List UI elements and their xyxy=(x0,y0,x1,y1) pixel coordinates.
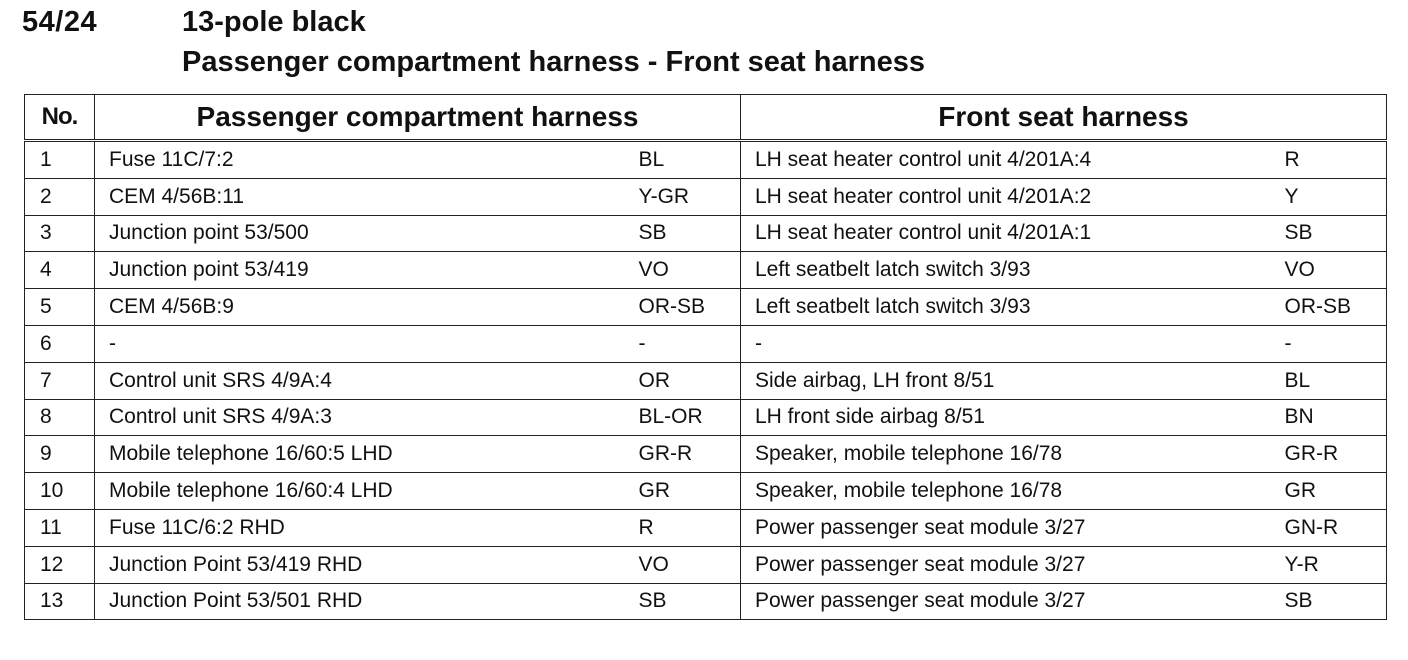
cell-right-description: LH seat heater control unit 4/201A:4 xyxy=(741,141,1271,179)
cell-right-wire-color: GN-R xyxy=(1271,509,1387,546)
cell-right-wire-color: VO xyxy=(1271,252,1387,289)
cell-right-description: Power passenger seat module 3/27 xyxy=(741,583,1271,620)
cell-left-description: CEM 4/56B:11 xyxy=(95,178,625,215)
table-row xyxy=(25,141,1387,179)
connector-description: 13-pole black xyxy=(182,6,366,38)
cell-right-wire-color: - xyxy=(1271,325,1387,362)
cell-right-wire-color: GR xyxy=(1271,473,1387,510)
cell-right-description: Left seatbelt latch switch 3/93 xyxy=(741,252,1271,289)
cell-pin-number: 7 xyxy=(25,362,95,399)
cell-left-description: Control unit SRS 4/9A:4 xyxy=(95,362,625,399)
table-row xyxy=(25,546,1387,583)
cell-pin-number: 2 xyxy=(25,178,95,215)
table-row xyxy=(25,509,1387,546)
table-header-row xyxy=(25,95,1387,141)
cell-left-wire-color: OR xyxy=(625,362,741,399)
cell-left-wire-color: BL xyxy=(625,141,741,179)
cell-left-wire-color: R xyxy=(625,509,741,546)
cell-right-wire-color: R xyxy=(1271,141,1387,179)
cell-left-wire-color: - xyxy=(625,325,741,362)
cell-right-wire-color: SB xyxy=(1271,215,1387,252)
table-row xyxy=(25,362,1387,399)
cell-right-wire-color: Y xyxy=(1271,178,1387,215)
table-row xyxy=(25,215,1387,252)
table-row xyxy=(25,473,1387,510)
cell-right-wire-color: OR-SB xyxy=(1271,289,1387,326)
cell-left-description: Junction point 53/500 xyxy=(95,215,625,252)
cell-left-description: Junction point 53/419 xyxy=(95,252,625,289)
cell-pin-number: 3 xyxy=(25,215,95,252)
cell-pin-number: 10 xyxy=(25,473,95,510)
table-row xyxy=(25,325,1387,362)
cell-right-wire-color: SB xyxy=(1271,583,1387,620)
cell-left-wire-color: SB xyxy=(625,583,741,620)
cell-right-description: Speaker, mobile telephone 16/78 xyxy=(741,473,1271,510)
column-header-no: No. xyxy=(25,95,95,141)
pin-table xyxy=(24,94,1387,620)
cell-left-wire-color: Y-GR xyxy=(625,178,741,215)
cell-right-description: Side airbag, LH front 8/51 xyxy=(741,362,1271,399)
table-row xyxy=(25,289,1387,326)
cell-pin-number: 5 xyxy=(25,289,95,326)
column-header-left: Passenger compartment harness xyxy=(95,95,741,141)
cell-left-description: Junction Point 53/501 RHD xyxy=(95,583,625,620)
cell-right-description: Left seatbelt latch switch 3/93 xyxy=(741,289,1271,326)
cell-left-description: Fuse 11C/7:2 xyxy=(95,141,625,179)
cell-pin-number: 13 xyxy=(25,583,95,620)
cell-right-wire-color: Y-R xyxy=(1271,546,1387,583)
table-row xyxy=(25,583,1387,620)
cell-left-wire-color: GR xyxy=(625,473,741,510)
cell-right-description: Power passenger seat module 3/27 xyxy=(741,546,1271,583)
cell-left-wire-color: SB xyxy=(625,215,741,252)
cell-right-description: Speaker, mobile telephone 16/78 xyxy=(741,436,1271,473)
cell-pin-number: 6 xyxy=(25,325,95,362)
cell-left-wire-color: BL-OR xyxy=(625,399,741,436)
cell-pin-number: 1 xyxy=(25,141,95,179)
page-title: Passenger compartment harness - Front seat harness xyxy=(182,46,925,78)
cell-pin-number: 11 xyxy=(25,509,95,546)
cell-right-description: - xyxy=(741,325,1271,362)
cell-pin-number: 9 xyxy=(25,436,95,473)
cell-left-wire-color: VO xyxy=(625,546,741,583)
cell-left-description: Mobile telephone 16/60:5 LHD xyxy=(95,436,625,473)
cell-right-wire-color: BL xyxy=(1271,362,1387,399)
cell-left-description: - xyxy=(95,325,625,362)
cell-left-description: Mobile telephone 16/60:4 LHD xyxy=(95,473,625,510)
cell-pin-number: 8 xyxy=(25,399,95,436)
cell-right-wire-color: GR-R xyxy=(1271,436,1387,473)
table-row xyxy=(25,178,1387,215)
cell-right-wire-color: BN xyxy=(1271,399,1387,436)
cell-pin-number: 4 xyxy=(25,252,95,289)
cell-right-description: LH seat heater control unit 4/201A:2 xyxy=(741,178,1271,215)
column-header-right: Front seat harness xyxy=(741,95,1387,141)
cell-right-description: LH seat heater control unit 4/201A:1 xyxy=(741,215,1271,252)
cell-pin-number: 12 xyxy=(25,546,95,583)
cell-right-description: Power passenger seat module 3/27 xyxy=(741,509,1271,546)
table-row xyxy=(25,436,1387,473)
cell-left-wire-color: GR-R xyxy=(625,436,741,473)
cell-right-description: LH front side airbag 8/51 xyxy=(741,399,1271,436)
cell-left-description: Fuse 11C/6:2 RHD xyxy=(95,509,625,546)
connector-code: 54/24 xyxy=(22,6,98,38)
cell-left-description: CEM 4/56B:9 xyxy=(95,289,625,326)
cell-left-description: Control unit SRS 4/9A:3 xyxy=(95,399,625,436)
table-row xyxy=(25,252,1387,289)
cell-left-wire-color: OR-SB xyxy=(625,289,741,326)
table-row xyxy=(25,399,1387,436)
cell-left-wire-color: VO xyxy=(625,252,741,289)
cell-left-description: Junction Point 53/419 RHD xyxy=(95,546,625,583)
